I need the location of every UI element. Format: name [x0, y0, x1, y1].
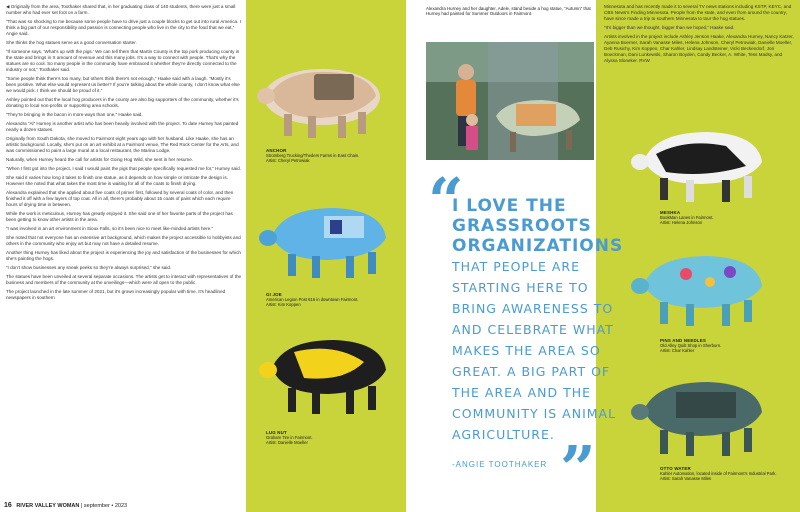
- article-paragraph: Ashley pointed out that the local hog producers in the county are also big supporters of the community, whether it’s donating to local non-profits or supporting area schools.: [6, 97, 239, 108]
- article-paragraph: She said it varies how long it takes to finish one statue, as it depends on how simple or intricate the design is. However she noted that what takes the most time is waiting for all of the coats to finish drying.: [6, 175, 228, 186]
- open-quote-mark: “: [428, 164, 464, 237]
- article-paragraph: Originally from South Dakota, she moved to Fairmont eight years ago with her husband. Like Haake, she has an artistic background. Locally, she’s put on an art exhibit at a Fairmont venue, The Red Rock Center for the Arts, and was commissioned to paint a large mural at a local restaurant, the Marina Lodge.: [6, 136, 239, 153]
- article-column-left: [6, 4, 242, 304]
- article-paragraph: While the work is meticulous, Hurney has greatly enjoyed it. She said one of her favorite parts of the project has been getting to know other artists in the area.: [6, 211, 233, 222]
- caption-pins-artist: Artist: Char Kahler: [660, 348, 695, 354]
- article-paragraph: Minnesota and has recently made it to several TV news stations including KSTP, KEYC, and CBS News’s Finding Minnesota. People from the state, and even from around the country, have since made a trip to southern Minnesota to tour the hog statues.: [604, 4, 792, 21]
- article-paragraph: The statues have been unveiled at several separate occasions. The artists get to interact with representatives of the business and members of the community at the unveilings—which were all open to the public.: [6, 274, 242, 285]
- caption-gi-joe-location: American Legion Post 616 in downtown Fairmont.: [266, 297, 359, 303]
- meshka-pig-image: [626, 116, 776, 208]
- caption-meshka-location: BookMan Lanes in Fairmont.: [660, 215, 714, 221]
- article-paragraph: Naturally, when Hurney heard the call for artists for Going Hog Wild, she sent in her resume.: [6, 157, 194, 162]
- page-number: 16: [4, 502, 12, 509]
- caption-otto-artist: Artist: Sarah Vanasse Miles: [660, 476, 712, 482]
- pull-quote-bold: I LOVE THE GRASSROOTS ORGANIZATIONS: [452, 196, 624, 256]
- article-paragraph: Artists involved in the project include Ashley Jenson Haake, Alexandra Hurney, Nancy Katzer, Ayanna Boerner, Sarah Vanasse Miles, Helena Johnson, Cheryl Petrowiak, Danielle Moeller, Deb Rusichy, Kim Koppen, Char Kahler, Lindsay Landsteiner, Vicki Beckendorf, Jori Boeckman, Dani Lunkewski, Sharon Boyden, Candy Becker, A. White, Tess Madsy, and Alyssa Sloneker. RVW: [604, 34, 794, 63]
- article-paragraph: Another thing Hurney has liked about the project is experiencing the joy and satisfaction of the businesses for which she’s painting the hogs.: [6, 250, 241, 261]
- caption-gi-joe-artist: Artist: Kim Koppen: [266, 302, 301, 308]
- close-quote-mark: ”: [560, 432, 596, 505]
- article-paragraph: “If someone says, ‘What’s up with the pigs.’ We can tell them that Martin County is the top pork producing county in the state and brings in X amount of revenue and this many jobs. It’s a way to connect with people. That’s why the statues are so cool. So many people in the community have embraced it whether they’re directly connected to the industry or not,” Toothaker said.: [6, 49, 240, 72]
- article-paragraph: She thinks the hog statues serve as a good conversation starter.: [6, 40, 137, 45]
- caption-lug-nut-location: Graham Tire in Fairmont.: [266, 435, 313, 441]
- caption-meshka-title: MESHKA: [660, 210, 681, 215]
- article-column-right: [604, 4, 794, 67]
- gi-joe-pig-image: [254, 192, 400, 282]
- caption-lug-nut-artist: Artist: Danielle Moeller: [266, 440, 308, 446]
- caption-pins-location: Old Alley Quilt Shop in Sherburn.: [660, 343, 722, 349]
- caption-anchor-artist: Artist: Cheryl Petrowiak: [266, 158, 310, 164]
- page-footer: [4, 502, 127, 509]
- article-paragraph: Alexandra “Al” Hurney is another artist who has been heavily involved with the project. To date Hurney has painted nearly a dozen statues.: [6, 121, 239, 132]
- issue-date: | september • 2023: [80, 503, 128, 509]
- pull-quote-rest: THAT PEOPLE ARE STARTING HERE TO BRING AWARENESS TO AND CELEBRATE WHAT MAKES THE AREA SO GREAT. A BIG PART OF THE AREA AND THE COMMUNITY IS ANIMAL AGRICULTURE.: [452, 259, 617, 442]
- article-paragraph: “That was so shocking to me because some people have to drive just a couple blocks to get out into rural America. I think a big part of our responsibility and passion is connecting people who live in the city to the food that we eat,” Angie said.: [6, 19, 241, 36]
- pull-quote: [452, 196, 622, 445]
- lug-nut-pig-image: [254, 322, 400, 418]
- pins-and-needles-pig-image: [626, 240, 776, 332]
- artist-photo: [426, 42, 594, 160]
- caption-anchor: [266, 148, 400, 164]
- caption-meshka-artist: Artist: Helena Johnson: [660, 220, 703, 226]
- otto-water-pig-image: [626, 364, 776, 460]
- publication-name: RIVER VALLEY WOMAN: [16, 503, 80, 509]
- article-paragraph: Alexandra explained that she applied about five coats of primer first, followed by several coats of color, and then finished it off with a few layers of top coat. All in all, there’s probably about 15 coats of paint which each require hours of drying time in between.: [6, 190, 234, 207]
- caption-gi-joe-title: GI JOE: [266, 292, 282, 297]
- photo-caption: Alexandra Hurney and her daughter, Adele, stand beside a hog statue, “Autumn” that Hurney had painted for Summer Outdoors in Fairmont.: [426, 6, 591, 17]
- caption-otto-title: OTTO WATER: [660, 466, 691, 471]
- article-paragraph: “Some people think there’s too many, but others think there’s not enough,” Haake said with a laugh. “Mostly it’s been positive. What else would represent us better? If you’re talking about the whole county, I don’t know what else we would pick. I think we should be proud of it.”: [6, 76, 240, 93]
- article-paragraph: “I was involved in an art environment in Sioux Falls, so it’s been nice to meet like-minded artists here.”: [6, 226, 213, 231]
- article-paragraph: She noted that not everyone has an extensive art background, which makes the project accessible to hobbyists and others in the community who enjoy art but may not have a detailed resume.: [6, 235, 241, 246]
- caption-lug-nut: [266, 430, 400, 446]
- caption-otto-water: [660, 466, 794, 482]
- caption-lug-nut-title: LUG NUT: [266, 430, 287, 435]
- anchor-pig-image: [250, 52, 390, 144]
- caption-otto-location: Kahler Automation, located inside of Fairmont’s Industrial Park.: [660, 471, 777, 477]
- caption-anchor-location: Stromberg Trucking/Theders Farms in East Chain.: [266, 153, 360, 159]
- article-paragraph: “When I first got into the project, I said I would paint the pigs that people specifically requested me for,” Hurney said.: [6, 166, 241, 171]
- article-paragraph: “I don’t show businesses any sneak peeks so they’re always surprised,” she said.: [6, 265, 172, 270]
- caption-pins-and-needles: [660, 338, 794, 354]
- caption-meshka: [660, 210, 794, 226]
- caption-pins-title: PINS AND NEEDLES: [660, 338, 706, 343]
- caption-anchor-title: ANCHOR: [266, 148, 287, 153]
- article-paragraph: ◀ Originally from the area, Toothaker shared that, in her graduating class of 140 students, there were just a small number who had ever set foot on a farm.: [6, 4, 236, 15]
- article-paragraph: “They’re bringing in the bacon in more ways than one,” Haake said.: [6, 112, 143, 117]
- article-paragraph: The project launched in the late summer of 2021, but it’s grown increasingly popular with time. It’s headlined newspapers in southern: [6, 289, 226, 300]
- article-paragraph: “It’s bigger than we thought, bigger than we hoped,” Haake said.: [604, 25, 735, 30]
- quote-attribution: -ANGIE TOOTHAKER: [452, 460, 548, 469]
- caption-gi-joe: [266, 292, 400, 308]
